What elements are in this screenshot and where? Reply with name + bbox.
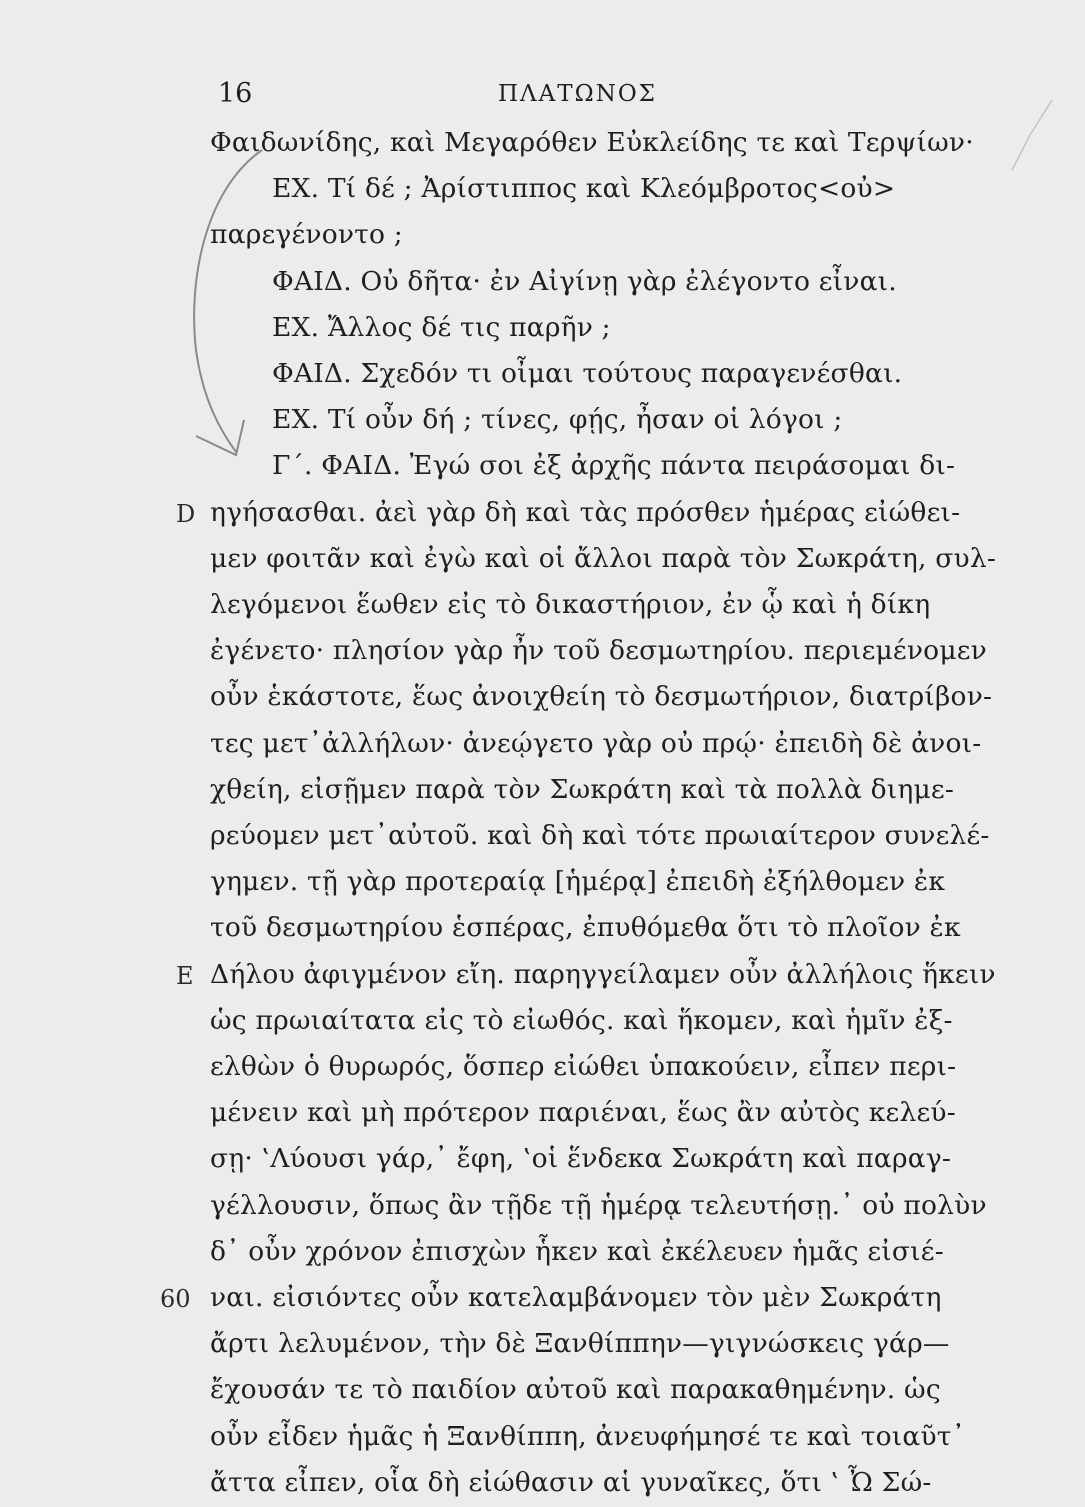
line-text: ἐγένετο· πλησίον γὰρ ἦν τοῦ δεσμωτηρίου. περιεμένομεν <box>210 635 987 667</box>
line-text: γέλλουσιν, ὅπως ἂν τῇδε τῇ ἡμέρᾳ τελευτήσῃ.᾽ οὐ πολὺν <box>210 1189 987 1221</box>
text-line <box>0 906 1085 952</box>
line-text: ρεύομεν μετ᾽αὐτοῦ. καὶ δὴ καὶ τότε πρωιαίτερον συνελέ- <box>210 820 990 851</box>
line-text: χθείη, εἰσῇμεν παρὰ τὸν Σωκράτη καὶ τὰ πολλὰ διημε- <box>210 773 954 805</box>
text-line <box>0 1230 1085 1276</box>
line-text: μένειν καὶ μὴ πρότερον παριέναι, ἕως ἂν αὐτὸς κελεύ- <box>210 1097 956 1129</box>
line-text: οὖν εἶδεν ἡμᾶς ἡ Ξανθίππη, ἀνευφήμησέ τε καὶ τοιαῦτ᾽ <box>210 1420 966 1452</box>
line-text: ηγήσασθαι. ἀεὶ γὰρ δὴ καὶ τὰς πρόσθεν ἡμέρας εἰώθει- <box>210 496 961 528</box>
line-text: λεγόμενοι ἕωθεν εἰς τὸ δικαστήριον, ἐν ᾧ καὶ ἡ δίκη <box>210 589 931 620</box>
line-text: οὖν ἑκάστοτε, ἕως ἀνοιχθείη τὸ δεσμωτήριον, διατρίβον- <box>210 681 993 713</box>
margin-reference: 60 <box>160 1285 191 1313</box>
line-text: τες μετ᾽ἀλλήλων· ἀνεῴγετο γὰρ οὐ πρῴ· ἐπειδὴ δὲ ἀνοι- <box>210 727 982 759</box>
text-line <box>0 167 1085 213</box>
line-text: Φαιδωνίδης, καὶ Μεγαρόθεν Εὐκλείδης τε καὶ Τερψίων· <box>210 127 974 158</box>
line-text: ἄρτι λελυμένον, τὴν δὲ Ξανθίππην—γιγνώσκεις γάρ— <box>210 1328 950 1360</box>
text-line <box>0 1322 1085 1368</box>
text-line <box>0 722 1085 768</box>
line-text: ΕΧ. Τί δέ ; Ἀρίστιππος καὶ Κλεόμβροτος<οὐ> <box>272 173 896 205</box>
line-text: ἔχουσάν τε τὸ παιδίον αὐτοῦ καὶ παρακαθημένην. ὡς <box>210 1374 941 1406</box>
text-line <box>0 583 1085 629</box>
line-text: ΦΑΙΔ. Σχεδόν τι οἶμαι τούτους παραγενέσθαι. <box>272 358 903 389</box>
line-text: Δήλου ἀφιγμένον εἴη. παρηγγείλαμεν οὖν ἀλλήλοις ἥκειν <box>210 958 996 990</box>
text-line <box>0 953 1085 999</box>
line-text: μεν φοιτᾶν καὶ ἐγὼ καὶ οἱ ἄλλοι παρὰ τὸν Σωκράτη, συλ- <box>210 542 997 574</box>
margin-reference: D <box>176 499 196 528</box>
line-text: ἄττα εἶπεν, οἷα δὴ εἰώθασιν αἱ γυναῖκες, ὅτι ‛ Ὦ Σώ- <box>210 1466 932 1498</box>
text-line <box>0 1137 1085 1183</box>
page-number: 16 <box>218 78 253 109</box>
line-text: γημεν. τῇ γὰρ προτεραίᾳ [ἡμέρᾳ] ἐπειδὴ ἐξήλθομεν ἐκ <box>210 866 946 898</box>
text-line <box>0 306 1085 352</box>
line-text: Γ΄. ΦΑΙΔ. Ἐγώ σοι ἐξ ἀρχῆς πάντα πειράσομαι δι- <box>272 450 956 482</box>
text-line <box>0 1276 1085 1322</box>
line-text: παρεγένοντο ; <box>210 219 403 251</box>
text-line <box>0 213 1085 259</box>
text-line <box>0 999 1085 1045</box>
text-line <box>0 352 1085 398</box>
running-head: ΠΛΑΤΩΝΟΣ <box>498 81 657 107</box>
margin-reference: E <box>176 961 194 990</box>
text-line <box>0 1091 1085 1137</box>
text-line <box>0 860 1085 906</box>
text-line <box>0 1368 1085 1414</box>
text-line <box>0 1184 1085 1230</box>
text-line <box>0 814 1085 860</box>
line-text: ναι. εἰσιόντες οὖν κατελαμβάνομεν τὸν μὲν Σωκράτη <box>210 1282 942 1313</box>
text-line <box>0 1045 1085 1091</box>
text-line <box>0 537 1085 583</box>
text-line <box>0 121 1085 167</box>
line-text: ΦΑΙΔ. Οὐ δῆτα· ἐν Αἰγίνῃ γὰρ ἐλέγοντο εἶναι. <box>272 265 897 297</box>
text-line <box>0 444 1085 490</box>
text-line <box>0 491 1085 537</box>
text-line <box>0 675 1085 721</box>
line-text: τοῦ δεσμωτηρίου ἑσπέρας, ἐπυθόμεθα ὅτι τὸ πλοῖον ἐκ <box>210 912 961 944</box>
text-line <box>0 260 1085 306</box>
text-line <box>0 768 1085 814</box>
text-line <box>0 398 1085 444</box>
text-line <box>0 1415 1085 1461</box>
text-line <box>0 629 1085 675</box>
page-header <box>0 78 1085 118</box>
line-text: ὡς πρωιαίτατα εἰς τὸ εἰωθός. καὶ ἥκομεν, καὶ ἡμῖν ἐξ- <box>210 1004 953 1036</box>
line-text: ΕΧ. Ἄλλος δέ τις παρῆν ; <box>272 311 611 343</box>
line-text: ελθὼν ὁ θυρωρός, ὅσπερ εἰώθει ὑπακούειν, εἶπεν περι- <box>210 1051 957 1082</box>
line-text: σῃ· ‛Λύουσι γάρ,᾽ ἔφη, ‛οἱ ἕνδεκα Σωκράτη καὶ παραγ- <box>210 1143 952 1175</box>
line-text: δ᾽ οὖν χρόνον ἐπισχὼν ἧκεν καὶ ἐκέλευεν ἡμᾶς εἰσιέ- <box>210 1235 944 1267</box>
line-text: ΕΧ. Τί οὖν δή ; τίνες, φῄς, ἦσαν οἱ λόγοι ; <box>272 404 843 436</box>
